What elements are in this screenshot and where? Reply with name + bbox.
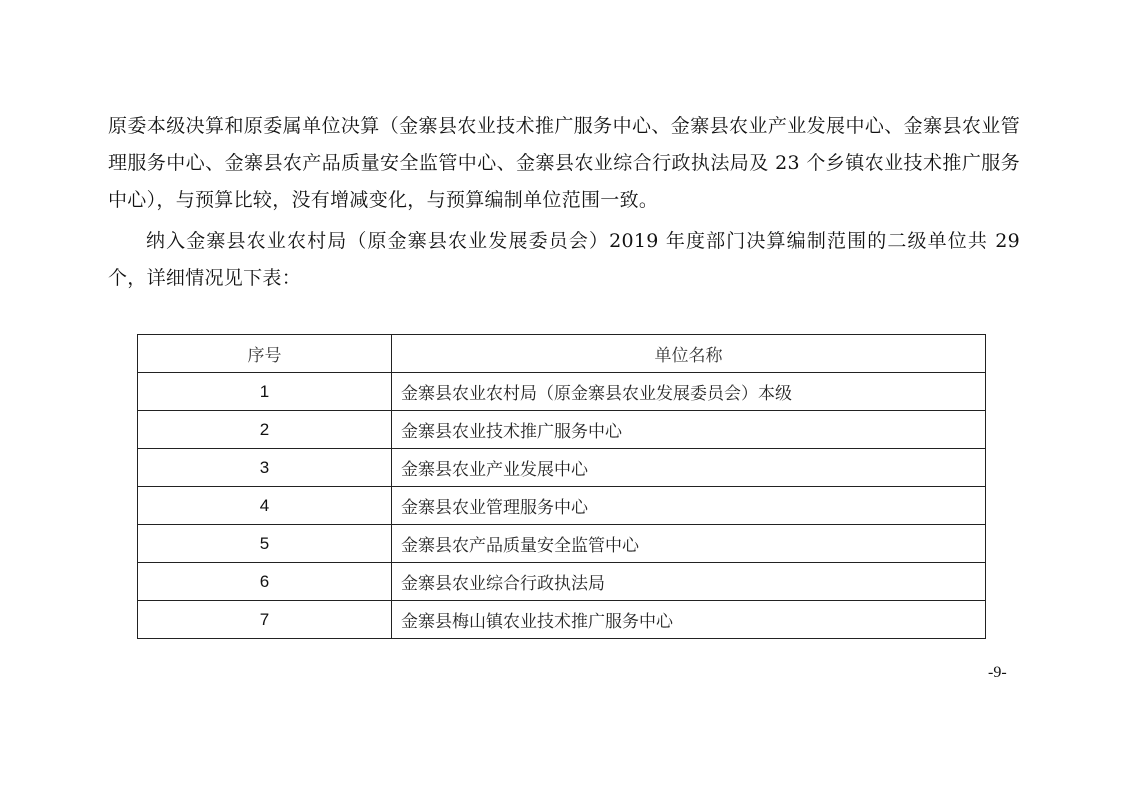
row-unit-name: 金寨县农业管理服务中心 [392, 487, 986, 525]
row-unit-name: 金寨县农业综合行政执法局 [392, 563, 986, 601]
table-row [138, 487, 986, 525]
row-unit-name: 金寨县农业农村局（原金寨县农业发展委员会）本级 [392, 373, 986, 411]
table-row [138, 411, 986, 449]
body-paragraph-1: 原委本级决算和原委属单位决算（金寨县农业技术推广服务中心、金寨县农业产业发展中心、金寨县农业管理服务中心、金寨县农产品质量安全监管中心、金寨县农业综合行政执法局及 23 个乡镇农业技术推广服务中心），与预算比较，没有增减变化，与预算编制单位范围一致。 [108, 115, 1020, 211]
page-number: -9- [988, 664, 1007, 681]
table-row [138, 449, 986, 487]
row-unit-name: 金寨县农业产业发展中心 [392, 449, 986, 487]
header-number: 序号 [138, 335, 392, 373]
table-header-row [138, 335, 986, 373]
row-number: 7 [138, 601, 392, 639]
row-number: 6 [138, 563, 392, 601]
row-number: 3 [138, 449, 392, 487]
row-unit-name: 金寨县农产品质量安全监管中心 [392, 525, 986, 563]
table-row [138, 525, 986, 563]
row-number: 2 [138, 411, 392, 449]
row-number: 4 [138, 487, 392, 525]
table-row [138, 373, 986, 411]
table-row [138, 601, 986, 639]
table-row [138, 563, 986, 601]
row-number: 1 [138, 373, 392, 411]
header-unit-name: 单位名称 [392, 335, 986, 373]
row-unit-name: 金寨县梅山镇农业技术推广服务中心 [392, 601, 986, 639]
units-table [137, 334, 986, 639]
row-number: 5 [138, 525, 392, 563]
body-paragraph-2: 纳入金寨县农业农村局（原金寨县农业发展委员会）2019 年度部门决算编制范围的二级单位共 29 个，详细情况见下表： [108, 230, 1020, 289]
row-unit-name: 金寨县农业技术推广服务中心 [392, 411, 986, 449]
